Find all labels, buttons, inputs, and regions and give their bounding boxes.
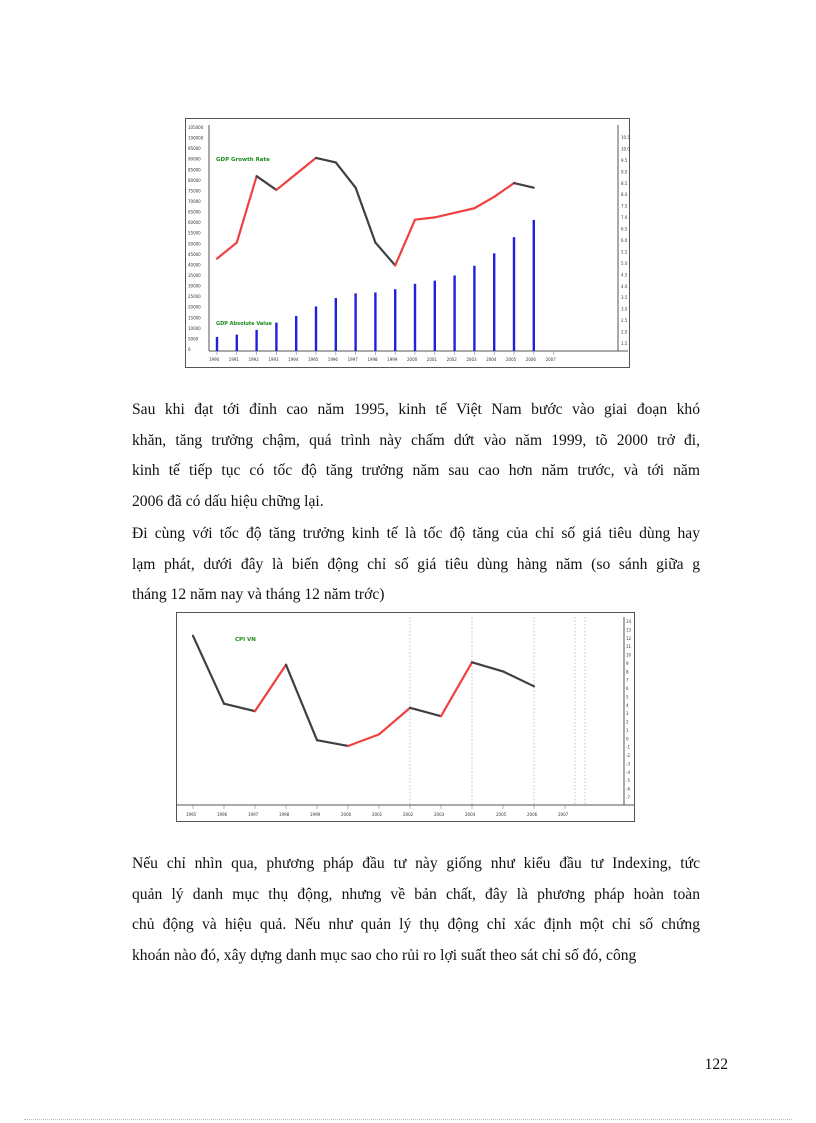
y-tick-label: 9 xyxy=(626,660,629,666)
paragraph-line: tháng 12 năm nay và tháng 12 năm trớc) xyxy=(132,586,385,603)
gdp-growth-segment xyxy=(474,197,494,208)
y-tick-label: 8 xyxy=(626,669,629,675)
gdp-absolute-bar xyxy=(236,335,238,351)
x-tick-label: 1997 xyxy=(347,357,358,362)
gdp-absolute-bar xyxy=(414,284,416,351)
y-tick-label: 7 xyxy=(626,677,629,683)
x-tick-label: 2001 xyxy=(426,357,437,362)
gdp-absolute-bar xyxy=(354,293,356,351)
paragraph-line: khăn, tăng trưởng chậm, quá trình này chấm dứt vào năm 1999, tõ 2000 trở đi, xyxy=(132,431,700,449)
y-left-tick-label: 30000 xyxy=(188,283,201,289)
y-left-tick-label: 95000 xyxy=(188,146,201,152)
y-right-tick-label: 7.5 xyxy=(621,203,628,209)
y-right-tick-label: 9.5 xyxy=(621,157,628,163)
paragraph-line: lạm phát, dưới đây là biến động chỉ số giá tiêu dùng hàng năm (so sánh giữa g xyxy=(132,555,700,573)
x-tick-label: 1990 xyxy=(209,357,220,362)
y-tick-label: 14 xyxy=(626,619,632,624)
y-left-tick-label: 85000 xyxy=(188,167,201,173)
gdp-absolute-bar xyxy=(295,316,297,351)
x-tick-label: 2003 xyxy=(466,357,477,362)
paragraph-line: Đi cùng với tốc độ tăng trưởng kinh tế là tốc độ tăng của chỉ số giá tiêu dùng hay xyxy=(132,525,700,542)
gdp-growth-segment xyxy=(435,213,455,218)
gdp-growth-segment xyxy=(296,158,316,174)
gdp-growth-segment xyxy=(514,183,534,188)
y-tick-label: -2 xyxy=(626,753,630,759)
gdp-growth-segment xyxy=(336,162,356,187)
y-tick-label: -3 xyxy=(626,761,630,767)
y-left-tick-label: 105000 xyxy=(188,125,204,130)
y-right-tick-label: 3.5 xyxy=(621,295,628,301)
x-tick-label: 2007 xyxy=(545,357,556,362)
gdp-absolute-bar xyxy=(453,275,455,351)
x-tick-label: 1998 xyxy=(367,357,378,362)
x-tick-label: 2004 xyxy=(486,357,497,362)
x-tick-label: 1997 xyxy=(248,812,259,817)
y-tick-label: -7 xyxy=(626,795,630,800)
gdp-absolute-bar xyxy=(513,237,515,351)
gdp-growth-label: GDP Growth Rate xyxy=(216,157,270,163)
cpi-segment xyxy=(224,704,255,711)
gdp-absolute-bar xyxy=(374,292,376,351)
y-left-tick-label: 55000 xyxy=(188,230,201,236)
x-tick-label: 2007 xyxy=(558,812,569,817)
cpi-chart xyxy=(176,612,635,822)
y-left-tick-label: 0 xyxy=(188,347,191,352)
paragraph-line: Nếu chỉ nhìn qua, phương pháp đầu tư này giống như kiểu đầu tư Indexing, tức xyxy=(132,855,700,872)
x-tick-label: 1996 xyxy=(327,357,338,362)
y-left-tick-label: 90000 xyxy=(188,156,201,162)
y-tick-label: 0 xyxy=(626,736,629,742)
y-left-tick-label: 40000 xyxy=(188,262,201,268)
gdp-growth-segment xyxy=(237,176,257,242)
y-left-tick-label: 25000 xyxy=(188,294,201,300)
y-tick-label: 12 xyxy=(626,635,632,641)
paragraph-line: khoán nào đó, xây dựng danh mục sao cho rủi ro lợi suất theo sát chỉ số đó, công xyxy=(132,946,637,964)
y-right-tick-label: 4.0 xyxy=(621,283,628,289)
x-tick-label: 2005 xyxy=(506,357,517,362)
gdp-absolute-bar xyxy=(533,220,535,351)
paragraph-cpi-intro xyxy=(132,519,700,611)
y-left-tick-label: 80000 xyxy=(188,177,201,183)
y-right-tick-label: 4.5 xyxy=(621,272,628,278)
y-tick-label: -5 xyxy=(626,778,630,784)
cpi-segment xyxy=(348,734,379,746)
gdp-absolute-bar xyxy=(255,330,257,351)
y-right-tick-label: 10.5 xyxy=(621,135,630,140)
gdp-absolute-bar xyxy=(275,323,277,351)
x-tick-label: 2001 xyxy=(372,812,383,817)
y-tick-label: 2 xyxy=(626,719,629,725)
y-tick-label: -6 xyxy=(626,786,630,792)
y-right-tick-label: 5.0 xyxy=(621,260,628,266)
gdp-chart xyxy=(185,118,630,368)
gdp-growth-segment xyxy=(494,183,514,197)
x-tick-label: 2006 xyxy=(525,357,536,362)
x-tick-label: 2002 xyxy=(403,812,414,817)
x-tick-label: 2002 xyxy=(446,357,457,362)
gdp-absolute-bar xyxy=(473,266,475,351)
paragraph-line: chủ động và hiệu quả. Nếu như quản lý thụ động chỉ xác định một chỉ số chứng xyxy=(132,916,700,933)
y-right-tick-label: 1.5 xyxy=(621,341,628,346)
y-left-tick-label: 50000 xyxy=(188,241,201,247)
y-left-tick-label: 75000 xyxy=(188,188,201,194)
x-tick-label: 1995 xyxy=(308,357,319,362)
x-tick-label: 2000 xyxy=(341,812,352,817)
y-left-tick-label: 10000 xyxy=(188,325,201,331)
y-tick-label: -4 xyxy=(626,769,630,775)
paragraph-line: quản lý danh mục thụ động, nhưng về bản chất, đây là phương pháp hoàn toàn xyxy=(132,885,700,903)
page-number: 122 xyxy=(704,1056,728,1073)
y-left-tick-label: 5000 xyxy=(188,336,199,342)
gdp-absolute-bar xyxy=(434,281,436,351)
gdp-absolute-bar xyxy=(216,337,218,351)
page-bottom-rule xyxy=(24,1119,792,1120)
cpi-chart-svg xyxy=(177,613,634,821)
cpi-label: CPI VN xyxy=(235,637,256,643)
gdp-growth-segment xyxy=(415,217,435,219)
y-tick-label: 10 xyxy=(626,652,632,658)
gdp-absolute-bar xyxy=(493,253,495,351)
y-tick-label: 3 xyxy=(626,711,629,717)
y-right-tick-label: 8.5 xyxy=(621,180,628,186)
paragraph-line: 2006 đã có dấu hiệu chững lại. xyxy=(132,492,324,510)
x-tick-label: 1994 xyxy=(288,357,299,362)
cpi-segment xyxy=(472,662,503,671)
y-right-tick-label: 8.0 xyxy=(621,192,628,198)
y-left-tick-label: 70000 xyxy=(188,199,201,204)
x-tick-label: 2005 xyxy=(496,812,507,817)
y-left-tick-label: 100000 xyxy=(188,135,204,141)
y-left-tick-label: 35000 xyxy=(188,273,201,278)
paragraph-line: kinh tế tiếp tục có tốc độ tăng trưởng năm sau cao hơn năm trước, và tới năm xyxy=(132,462,700,479)
y-right-tick-label: 6.0 xyxy=(621,238,628,243)
y-right-tick-label: 6.5 xyxy=(621,226,628,232)
x-tick-label: 2000 xyxy=(407,357,418,362)
y-left-tick-label: 15000 xyxy=(188,315,201,321)
y-tick-label: 13 xyxy=(626,627,632,633)
paragraph-gdp-summary xyxy=(132,395,700,517)
y-tick-label: 1 xyxy=(626,727,629,733)
y-tick-label: 5 xyxy=(626,694,629,700)
y-right-tick-label: 7.0 xyxy=(621,215,628,221)
gdp-absolute-bar xyxy=(394,289,396,351)
gdp-absolute-bar xyxy=(315,306,317,351)
gdp-chart-svg xyxy=(186,119,629,367)
cpi-segment xyxy=(193,636,224,704)
gdp-growth-segment xyxy=(217,243,237,259)
gdp-growth-segment xyxy=(356,188,376,243)
y-left-tick-label: 60000 xyxy=(188,220,201,226)
cpi-segment xyxy=(441,662,472,716)
paragraph-line: Sau khi đạt tới đỉnh cao năm 1995, kinh tế Việt Nam bước vào giai đoạn khó xyxy=(132,401,700,418)
gdp-growth-segment xyxy=(276,174,296,190)
y-tick-label: 11 xyxy=(626,644,632,650)
x-tick-label: 1999 xyxy=(387,357,398,362)
gdp-growth-segment xyxy=(455,208,475,213)
cpi-segment xyxy=(410,708,441,716)
gdp-absolute-bar xyxy=(335,298,337,351)
gdp-absolute-label: GDP Absolute Value xyxy=(216,321,272,327)
y-right-tick-label: 3.0 xyxy=(621,306,628,312)
x-tick-label: 2006 xyxy=(527,812,538,817)
x-tick-label: 1998 xyxy=(279,812,290,817)
y-tick-label: 6 xyxy=(626,686,629,692)
paragraph-indexing xyxy=(132,849,700,971)
x-tick-label: 2003 xyxy=(434,812,445,817)
cpi-segment xyxy=(255,665,286,711)
y-left-tick-label: 20000 xyxy=(188,304,201,310)
gdp-growth-segment xyxy=(395,220,415,266)
y-tick-label: -1 xyxy=(626,744,630,750)
x-tick-label: 1995 xyxy=(186,812,197,817)
y-tick-label: 4 xyxy=(626,702,629,708)
y-right-tick-label: 9.0 xyxy=(621,169,628,175)
x-tick-label: 1999 xyxy=(310,812,321,817)
y-left-tick-label: 45000 xyxy=(188,251,201,257)
y-right-tick-label: 2.0 xyxy=(621,329,628,335)
cpi-segment xyxy=(286,665,317,740)
y-right-tick-label: 10.0 xyxy=(621,146,630,152)
y-left-tick-label: 65000 xyxy=(188,209,201,215)
cpi-segment xyxy=(503,671,534,686)
gdp-growth-segment xyxy=(316,158,336,163)
x-tick-label: 1993 xyxy=(268,357,279,362)
gdp-growth-segment xyxy=(375,243,395,266)
cpi-segment xyxy=(317,740,348,746)
x-tick-label: 2004 xyxy=(465,812,476,817)
gdp-growth-segment xyxy=(257,176,277,190)
x-tick-label: 1992 xyxy=(248,357,259,362)
cpi-segment xyxy=(379,708,410,735)
x-tick-label: 1996 xyxy=(217,812,228,817)
y-right-tick-label: 2.5 xyxy=(621,318,628,324)
x-tick-label: 1991 xyxy=(228,357,239,362)
y-right-tick-label: 5.5 xyxy=(621,249,628,255)
